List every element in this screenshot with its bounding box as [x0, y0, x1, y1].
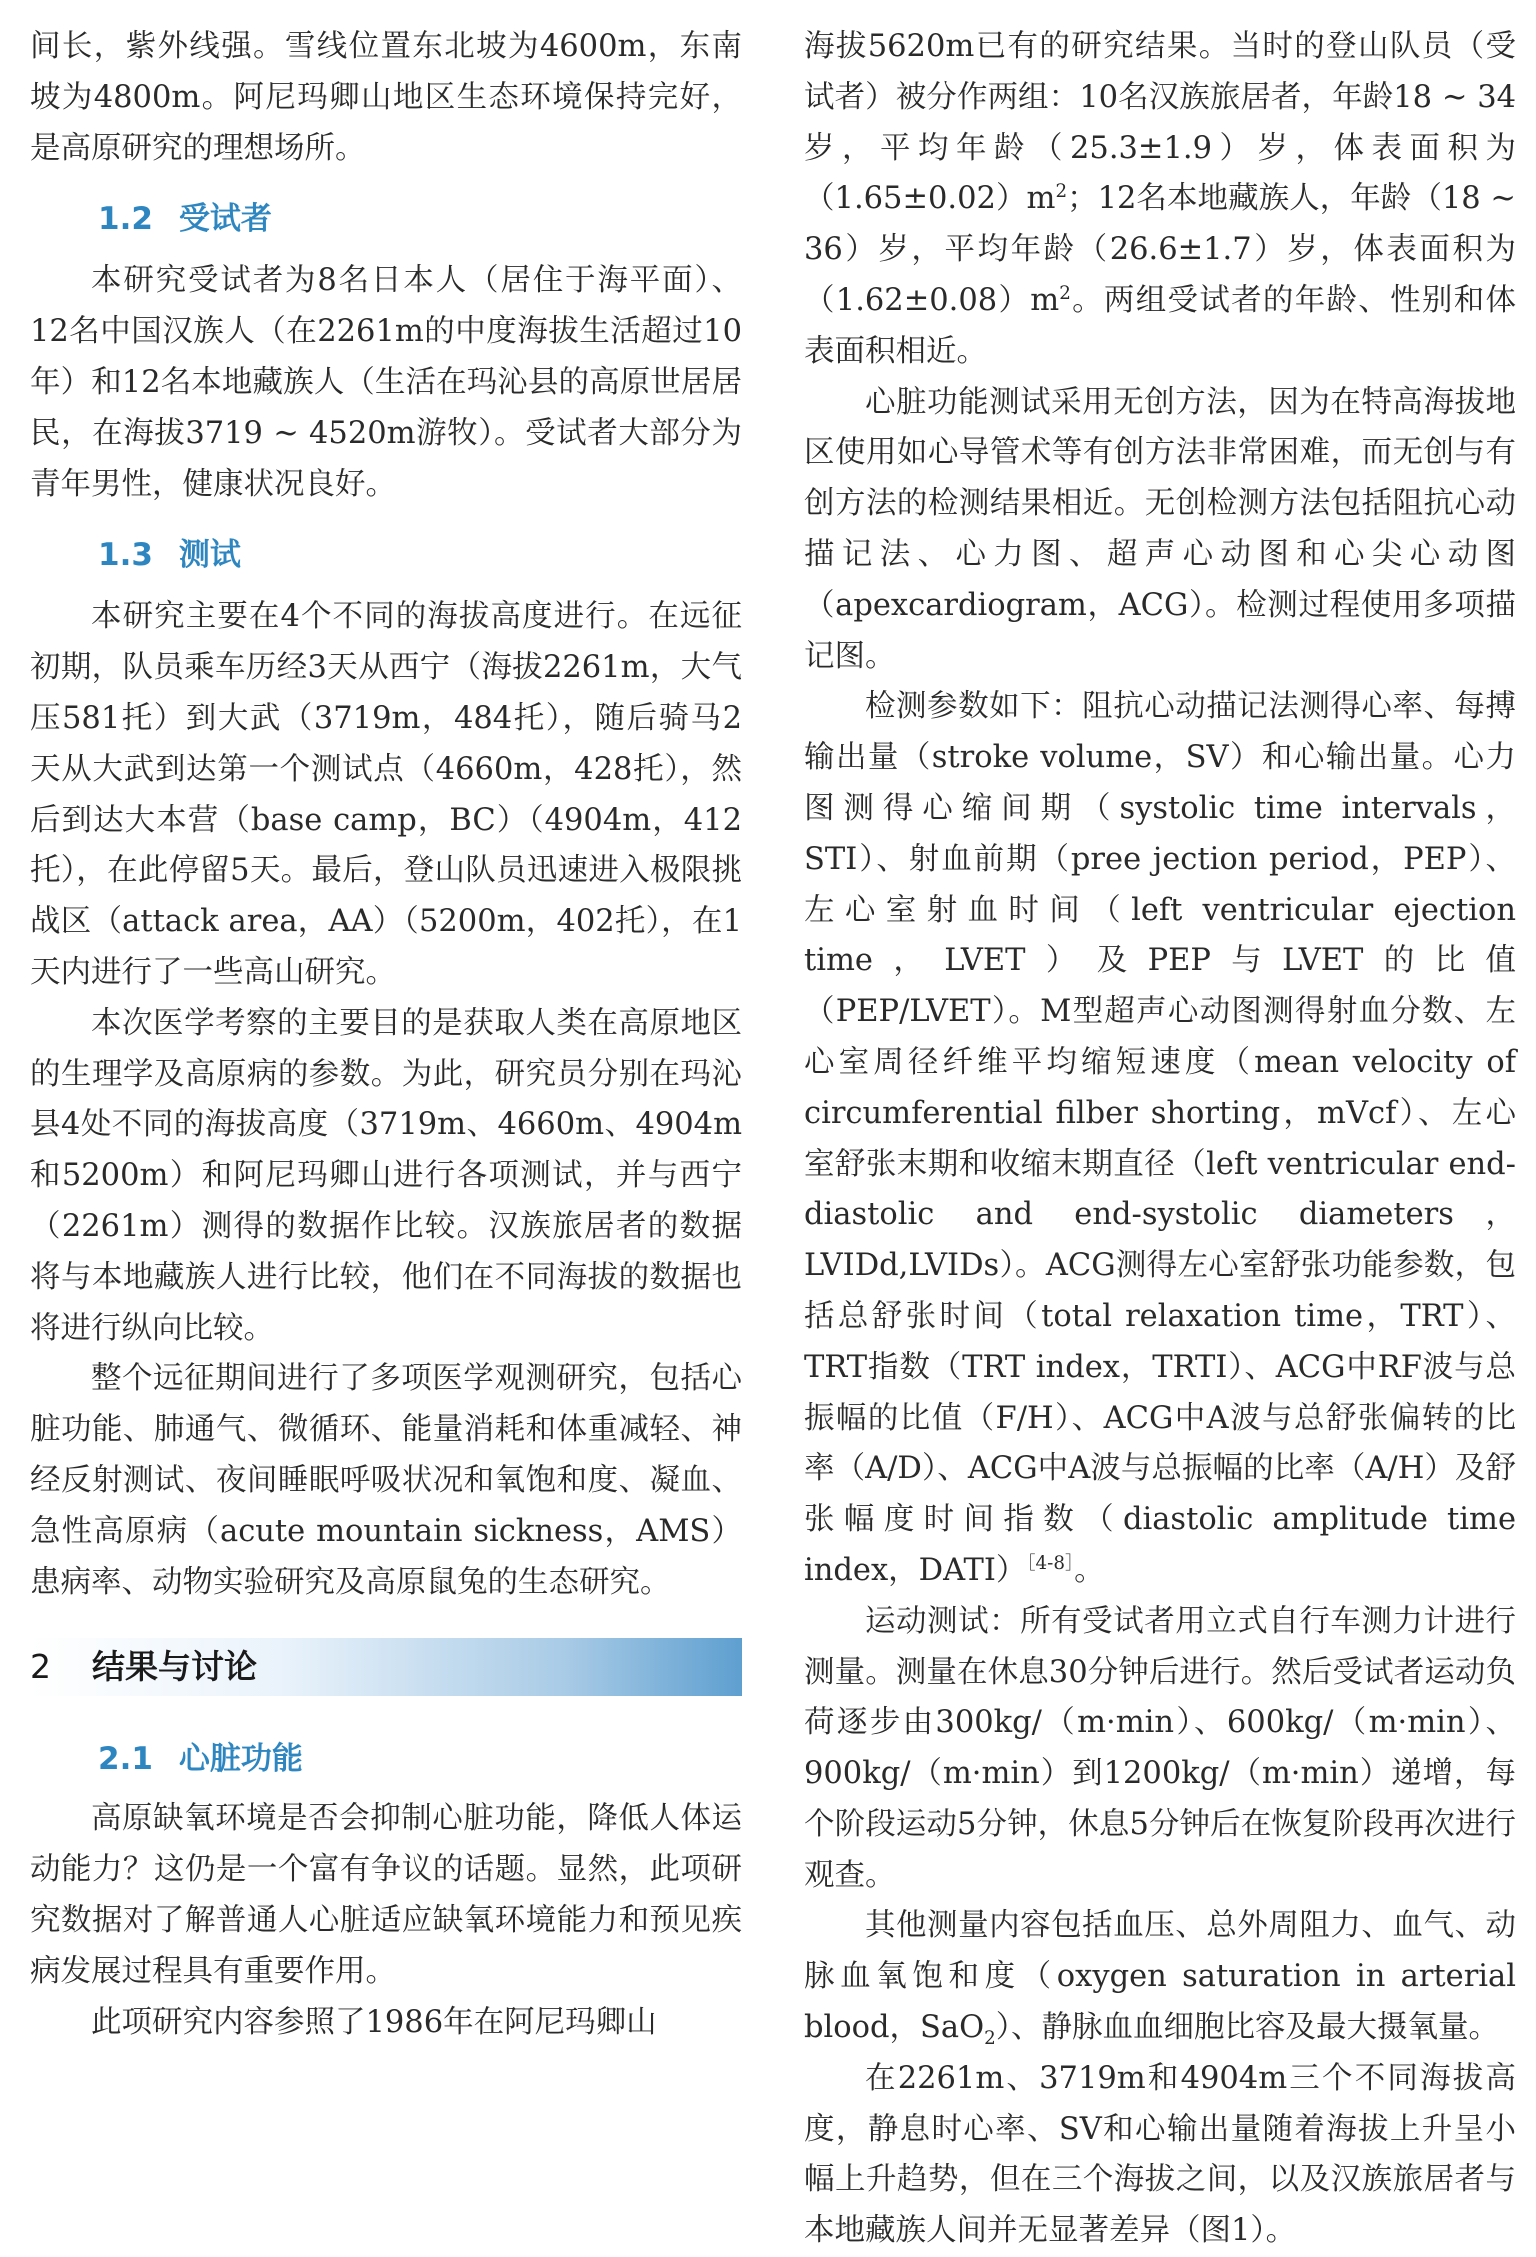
paragraph: 本研究主要在4个不同的海拔高度进行。在远征初期，队员乘车历经3天从西宁（海拔2261m，大气压581托）到大武（3719m，484托），随后骑马2天从大武到达第一个测试点（4660m，428托），然后到达大本营（base camp，BC）（4904m，412托），在此停留5天。最后，登山队员迅速进入极限挑战区（attack area，AA）（5200m，402托），在1天内进行了一些高山研究。 — [30, 599, 742, 990]
subsection-title: 心脏功能 — [178, 1741, 303, 1778]
superscript: 2 — [1059, 282, 1071, 304]
paragraph — [804, 682, 1516, 1596]
superscript: 2 — [1055, 181, 1068, 203]
right-column — [804, 22, 1516, 2257]
subsection-number: 1.2 — [98, 201, 153, 238]
text-run: 。两组受试者的年龄、性别和体表面积相近。 — [804, 282, 1516, 369]
text-run: 海拔5620m已有的研究结果。当时的登山队员（受试者）被分作两组：10名汉族旅居者，年龄18 ~ 34岁，平均年龄（25.3±1.9）岁，体表面积为（1.65±0.02）m — [804, 29, 1516, 217]
paragraph: 在2261m、3719m和4904m三个不同海拔高度，静息时心率、SV和心输出量随着海拔上升呈小幅上升趋势，但在三个海拔之间，以及汉族旅居者与本地藏族人间并无显著差异（图1）。 — [804, 2060, 1516, 2249]
left-column — [30, 22, 742, 2048]
section-heading-2 — [30, 1638, 742, 1696]
section-title: 结果与讨论 — [92, 1647, 257, 1687]
paragraph: 整个远征期间进行了多项医学观测研究，包括心脏功能、肺通气、微循环、能量消耗和体重减轻、神经反射测试、夜间睡眠呼吸状况和氧饱和度、凝血、急性高原病（acute mountain sickness，AMS）患病率、动物实验研究及高原鼠兔的生态研究。 — [30, 1361, 742, 1600]
subsection-heading-1-3 — [30, 530, 742, 580]
text-run: 检测参数如下：阻抗心动描记法测得心率、每搏输出量（stroke volume，SV）和心输出量。心力图测得心缩间期（systolic time intervals，STI）、射血前期（pree jection period，PEP）、左心室射血时间（left ventricular ejection time，LVET）及PEP与LVET的比值（PEP/LVET）。M型超声心动图测得射血分数、左心室周径纤维平均缩短速度（mean velocity of circumferential filber shorting，mVcf）、左心室舒张末期和收缩末期直径（left ventricular end-diastolic and end-systolic diameters，LVIDd,LVIDs）。ACG测得左心室舒张功能参数，包括总舒张时间（total relaxation time，TRT）、TRT指数（TRT index，TRTI）、ACG中RF波与总振幅的比值（F/H）、ACG中A波与总舒张偏转的比率（A/D）、ACG中A波与总振幅的比率（A/H）及舒张幅度时间指数（diastolic amplitude time index，DATI） — [804, 689, 1516, 1588]
subsection-title: 受试者 — [178, 201, 272, 238]
paragraph: 本次医学考察的主要目的是获取人类在高原地区的生理学及高原病的参数。为此，研究员分别在玛沁县4处不同的海拔高度（3719m、4660m、4904m和5200m）和阿尼玛卿山进行各项测试，并与西宁（2261m）测得的数据作比较。汉族旅居者的数据将与本地藏族人进行比较，他们在不同海拔的数据也将进行纵向比较。 — [30, 1005, 742, 1346]
text-run: ）、静脉血血细胞比容及最大摄氧量。 — [995, 2010, 1500, 2046]
subscript: 2 — [984, 2028, 996, 2050]
subsection-title: 测试 — [178, 537, 241, 574]
paragraph — [804, 1901, 1516, 2053]
paragraph: 此项研究内容参照了1986年在阿尼玛卿山 — [91, 2004, 657, 2040]
paragraph: 高原缺氧环境是否会抑制心脏功能，降低人体运动能力？这仍是一个富有争议的话题。显然，此项研究数据对了解普通人心脏适应缺氧环境能力和预见疾病发展过程具有重要作用。 — [30, 1801, 742, 1989]
text-run: 。 — [1074, 1552, 1105, 1588]
section-number: 2 — [30, 1647, 51, 1687]
paragraph: 间长，紫外线强。雪线位置东北坡为4600m，东南坡为4800m。阿尼玛卿山地区生态环境保持完好，是高原研究的理想场所。 — [30, 29, 742, 166]
paragraph: 心脏功能测试采用无创方法，因为在特高海拔地区使用如心导管术等有创方法非常困难，而无创与有创方法的检测结果相近。无创检测方法包括阻抗心动描记法、心力图、超声心动图和心尖心动图（apexcardiogram，ACG）。检测过程使用多项描记图。 — [804, 384, 1516, 674]
subsection-number: 2.1 — [98, 1741, 153, 1778]
paragraph: 本研究受试者为8名日本人（居住于海平面）、12名中国汉族人（在2261m的中度海拔生活超过10年）和12名本地藏族人（生活在玛沁县的高原世居居民，在海拔3719 ~ 4520m游牧）。受试者大部分为青年男性，健康状况良好。 — [30, 263, 742, 502]
subsection-heading-2-1 — [30, 1734, 742, 1784]
paragraph — [804, 22, 1516, 378]
text-run: ；12名本地藏族人，年龄（18 ~ 36）岁，平均年龄（26.6±1.7）岁，体表面积为（1.62±0.08）m — [804, 181, 1516, 318]
subsection-heading-1-2 — [30, 194, 742, 244]
subsection-number: 1.3 — [98, 537, 153, 574]
citation-reference: ［4-8］ — [1026, 1552, 1075, 1574]
paragraph: 运动测试：所有受试者用立式自行车测力计进行测量。测量在休息30分钟后进行。然后受试者运动负荷逐步由300kg/（m·min）、600kg/（m·min）、900kg/（m·min）到1200kg/（m·min）递增，每个阶段运动5分钟，休息5分钟后在恢复阶段再次进行观查。 — [804, 1603, 1516, 1893]
text-run: 其他测量内容包括血压、总外周阻力、血气、动脉血氧饱和度（oxygen saturation in arterial blood，SaO — [804, 1908, 1516, 2046]
